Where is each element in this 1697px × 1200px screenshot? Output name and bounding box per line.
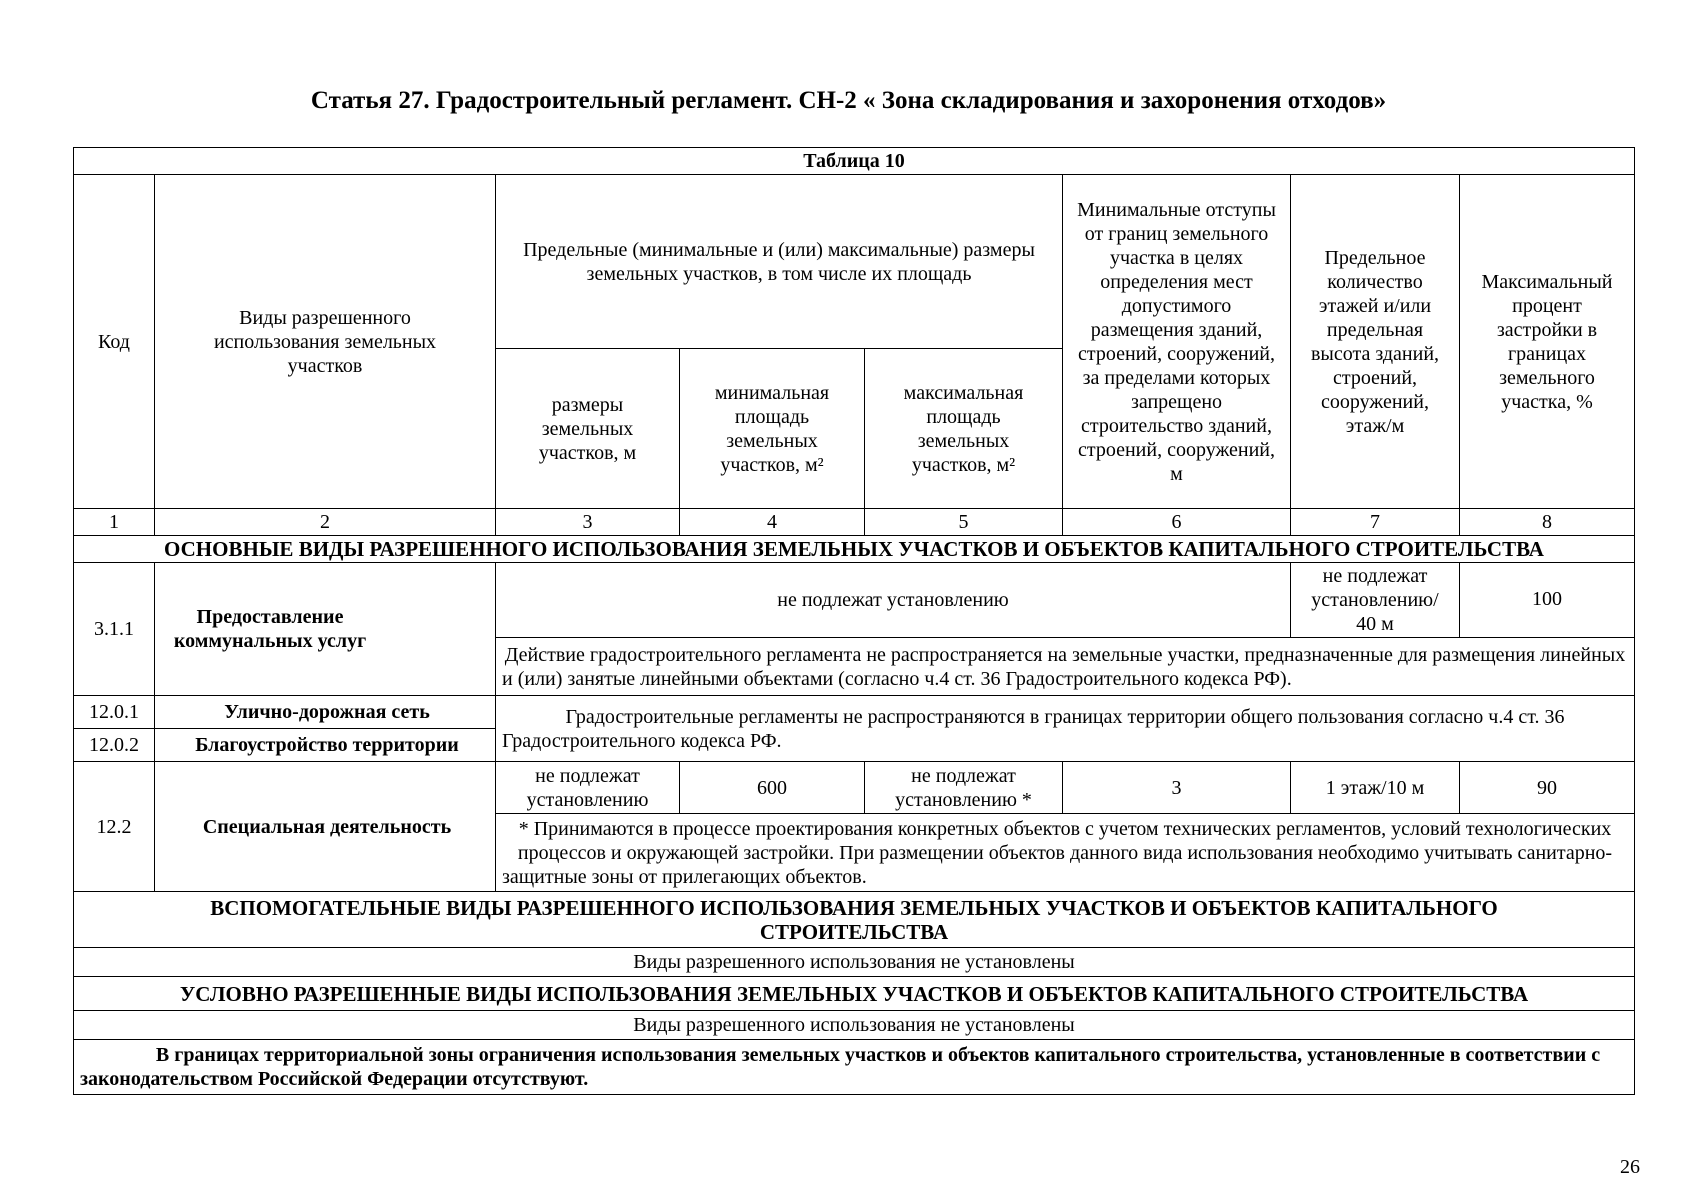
row-122-min-area: 600	[680, 762, 865, 814]
page-number: 26	[1620, 1156, 1640, 1178]
header-use-types: Виды разрешенного использования земельных участков	[155, 175, 496, 509]
row-122-name: Специальная деятельность	[155, 762, 496, 892]
header-limit-sizes: Предельные (минимальные и (или) максимальные) размеры земельных участков, в том числе их площадь	[496, 175, 1063, 349]
header-setbacks: Минимальные отступы от границ земельного участка в целях определения мест допустимого размещения зданий, строений, сооружений, за пределами которых запрещено строительство зданий, строений, сооружений, м	[1063, 175, 1291, 509]
section-auxiliary-header: ВСПОМОГАТЕЛЬНЫЕ ВИДЫ РАЗРЕШЕННОГО ИСПОЛЬЗОВАНИЯ ЗЕМЕЛЬНЫХ УЧАСТКОВ И ОБЪЕКТОВ КАПИТАЛЬНОГО СТРОИТЕЛЬСТВА	[74, 892, 1635, 948]
row-122-floors: 1 этаж/10 м	[1291, 762, 1460, 814]
row-311-floors: не подлежат установлению/ 40 м	[1291, 563, 1460, 638]
row-1202-name: Благоустройство территории	[155, 729, 496, 762]
page-title: Статья 27. Градостроительный регламент. СН-2 « Зона складирования и захоронения отходов»	[310, 87, 1387, 114]
column-number: 3	[496, 509, 680, 536]
header-max-area: максимальная площадь земельных участков, м²	[865, 349, 1063, 509]
row-311-coverage: 100	[1460, 563, 1635, 638]
header-sizes: размеры земельных участков, м	[496, 349, 680, 509]
column-number: 7	[1291, 509, 1460, 536]
table-label: Таблица 10	[74, 148, 1635, 175]
final-note: В границах территориальной зоны ограничения использования земельных участков и объектов капитального строительства, установленные в соответствии с законодательством Российской Федерации отсутствуют.	[74, 1040, 1635, 1095]
row-122-max-area: не подлежат установлению *	[865, 762, 1063, 814]
row-122-sizes: не подлежат установлению	[496, 762, 680, 814]
column-number: 4	[680, 509, 865, 536]
column-number: 2	[155, 509, 496, 536]
header-floors: Предельное количество этажей и/или предельная высота зданий, строений, сооружений, этаж/м	[1291, 175, 1460, 509]
row-1202-code: 12.0.2	[74, 729, 155, 762]
row-122-coverage: 90	[1460, 762, 1635, 814]
row-122-code: 12.2	[74, 762, 155, 892]
row-122-setbacks: 3	[1063, 762, 1291, 814]
row-311-code: 3.1.1	[74, 563, 155, 696]
section-conditional-note: Виды разрешенного использования не установлены	[74, 1011, 1635, 1040]
header-min-area: минимальная площадь земельных участков, м²	[680, 349, 865, 509]
row-311-note: Действие градостроительного регламента не распространяется на земельные участки, предназначенные для размещения линейных и (или) занятые линейными объектами (согласно ч.4 ст. 36 Градостроительного кодекса РФ).	[496, 638, 1635, 696]
column-number: 6	[1063, 509, 1291, 536]
header-coverage: Максимальный процент застройки в границах земельного участка, %	[1460, 175, 1635, 509]
header-code: Код	[74, 175, 155, 509]
section-auxiliary-note: Виды разрешенного использования не установлены	[74, 948, 1635, 977]
row-122-note: * Принимаются в процессе проектирования конкретных объектов с учетом технических регламентов, условий технологических процессов и окружающей застройки. При размещении объектов данного вида использования необходимо учитывать санитарно-защитные зоны от прилегающих объектов.	[496, 814, 1635, 892]
column-number: 5	[865, 509, 1063, 536]
row-1201-name: Улично-дорожная сеть	[155, 696, 496, 729]
section-main-header: ОСНОВНЫЕ ВИДЫ РАЗРЕШЕННОГО ИСПОЛЬЗОВАНИЯ ЗЕМЕЛЬНЫХ УЧАСТКОВ И ОБЪЕКТОВ КАПИТАЛЬНОГО СТРОИТЕЛЬСТВА	[74, 536, 1635, 563]
row-1201-code: 12.0.1	[74, 696, 155, 729]
regulation-table	[73, 147, 1635, 1095]
row-311-name: Предоставление коммунальных услуг	[155, 563, 496, 696]
section-conditional-header: УСЛОВНО РАЗРЕШЕННЫЕ ВИДЫ ИСПОЛЬЗОВАНИЯ ЗЕМЕЛЬНЫХ УЧАСТКОВ И ОБЪЕКТОВ КАПИТАЛЬНОГО СТРОИТЕЛЬСТВА	[74, 977, 1635, 1011]
column-number: 1	[74, 509, 155, 536]
column-number: 8	[1460, 509, 1635, 536]
row-311-not-set: не подлежат установлению	[496, 563, 1291, 638]
row-120-note: Градостроительные регламенты не распространяются в границах территории общего пользования согласно ч.4 ст. 36 Градостроительного кодекса РФ.	[496, 696, 1635, 762]
